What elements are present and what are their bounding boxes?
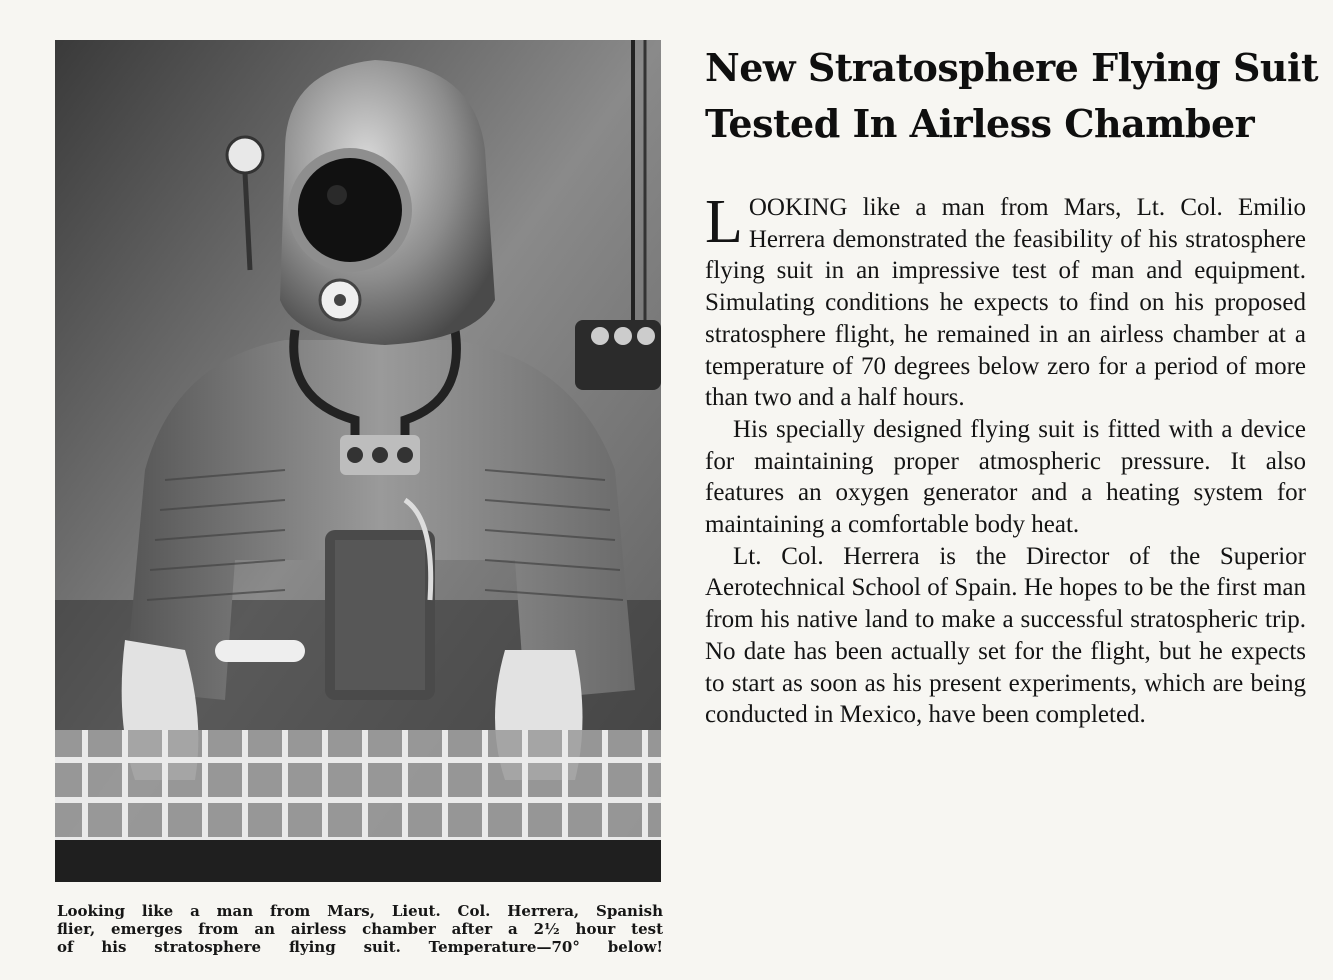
photo-caption bbox=[57, 902, 663, 956]
drop-cap: L bbox=[705, 188, 743, 256]
article-paragraph bbox=[705, 188, 1306, 414]
article-paragraph: His specially designed flying suit is fitted with a device for maintaining proper atmospheric pressure. It also features an oxygen generator and a heating system for maintaining a comfortable body heat. bbox=[705, 415, 1306, 539]
paragraph-text: OOKING like a man from Mars, Lt. Col. Emilio Herrera demonstrated the feasibility of his stratosphere flying suit in an impressive test of man and equipment. Simulating conditions he expects to find on his proposed stratosphere flight, he remained in an airless chamber at a temperature of 70 degrees below zero for a period of more than two and a half hours. bbox=[705, 194, 1306, 412]
article-body bbox=[705, 188, 1306, 731]
photo-stratosphere-suit bbox=[55, 40, 661, 882]
article-paragraph: Lt. Col. Herrera is the Director of the Superior Aerotechnical School of Spain. He hopes to be the first man from his native land to make a successful stratospheric trip. No date has been actually set for the flight, but he expects to start as soon as his present experiments, which are being conducted in Mexico, have been completed. bbox=[705, 542, 1306, 729]
article-headline bbox=[705, 40, 1318, 152]
caption-line: of his stratosphere flying suit. Temperature—70° below! bbox=[57, 938, 663, 956]
caption-line: Looking like a man from Mars, Lieut. Col. Herrera, Spanish bbox=[57, 902, 663, 920]
headline-line: New Stratosphere Flying Suit bbox=[705, 45, 1318, 90]
headline-line: Tested In Airless Chamber bbox=[705, 101, 1255, 146]
caption-line: flier, emerges from an airless chamber after a 2½ hour test bbox=[57, 920, 663, 938]
